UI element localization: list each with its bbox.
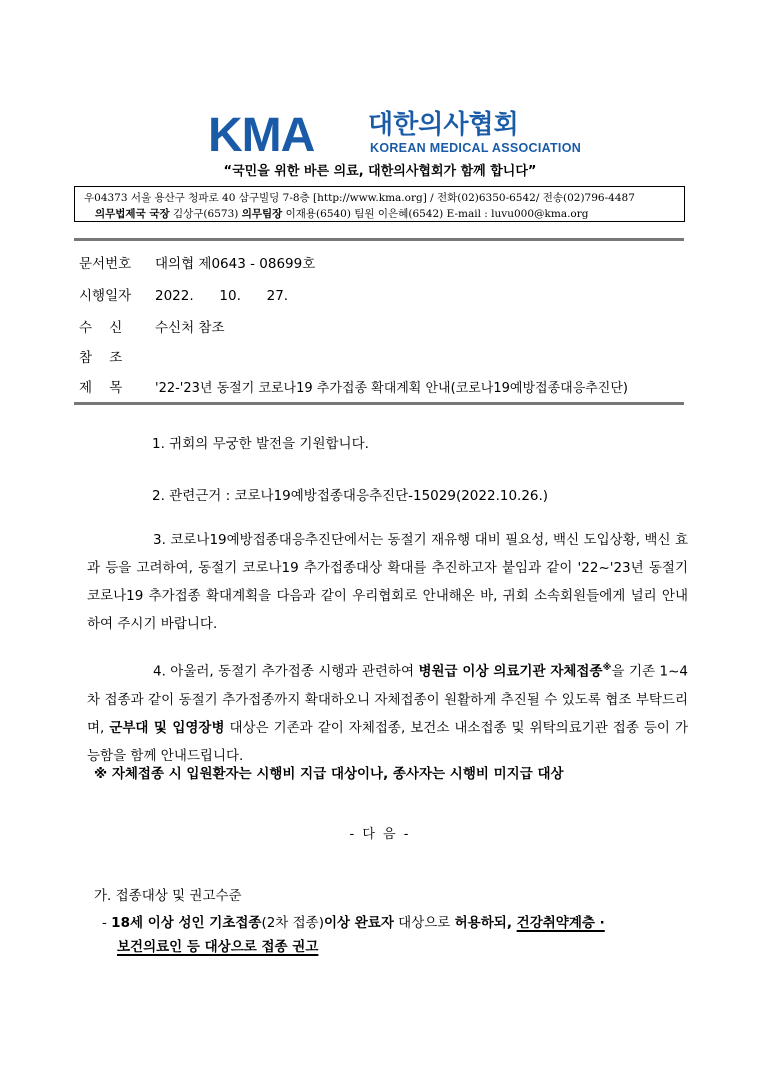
bullet-second-dose: (2차 접종) (261, 915, 324, 931)
recipient-label: 수 신 (79, 320, 123, 336)
self-vaccination-note: ※ 자체접종 시 입원환자는 시행비 지급 대상이나, 종사자는 시행비 미지급 대상 (94, 766, 564, 782)
bullet-comma: , (506, 915, 517, 931)
date-value: 2022. 10. 27. (155, 288, 289, 304)
subject-row (79, 376, 628, 396)
p4-intro: 4. 아울러, 동절기 추가접종 시행과 관련하여 (153, 663, 419, 680)
paragraph-4 (87, 654, 688, 770)
recipient-value: 수신처 참조 (155, 320, 225, 336)
bullet-completers: 이상 완료자 (323, 915, 394, 931)
slogan: “국민을 위한 바른 의료, 대한의사협회가 함께 합니다” (223, 164, 537, 179)
doc-number-row (79, 252, 315, 272)
kma-logo-mark: KMA (208, 109, 315, 162)
doc-number-label: 문서번호 (79, 256, 132, 272)
p4-hospital-emphasis: 병원급 이상 의료기관 자체접종 (418, 663, 603, 680)
following-marker: - 다 음 - (349, 827, 411, 842)
section-a-heading: 가. 접종대상 및 권고수준 (94, 888, 242, 904)
p4-middle: 을 기존 1~4차 접종과 같이 동절기 추가접종까지 확대하오니 자체접종이 원활하게 추진될 수 있도록 협조 부탁드리며, (87, 663, 689, 736)
header-bottom-rule (74, 402, 684, 405)
kma-logo-english: KOREAN MEDICAL ASSOCIATION (370, 141, 582, 155)
p4-military-emphasis: 군부대 및 입영장병 (109, 719, 225, 736)
paragraph-2: 2. 관련근거 : 코로나19예방접종대응추진단-15029(2022.10.26.) (152, 488, 549, 504)
section-a-bullet-line1 (102, 911, 605, 931)
recipient-row (79, 316, 225, 336)
team-label: 의무팀장 (241, 208, 283, 220)
dept-label: 의무법제국 국장 (95, 208, 170, 220)
subject-label: 제 목 (79, 380, 123, 396)
header-top-rule (74, 238, 684, 241)
p4-note-mark: ※ (602, 663, 612, 673)
kma-logo-korean: 대한의사협회 (368, 110, 519, 140)
p4-end: 대상은 기존과 같이 자체접종, 보건소 내소접종 및 위탁의료기관 접종 등이 가능함을 함께 안내드립니다. (87, 719, 689, 764)
bullet-target-text: 대상으로 (393, 915, 455, 931)
dept-value: 김상구(6573) (173, 208, 239, 220)
doc-number: 대의협 제0643 - 08699호 (155, 256, 316, 272)
paragraph-3: 3. 코로나19예방접종대응추진단에서는 동절기 재유행 대비 필요성, 백신 도입상황, 백신 효과 등을 고려하여, 동절기 코로나19 추가접종대상 확대를 추진하고자 붙임과 같이 '22~'23년 동절기 코로나19 추가접종 확대계획을 다음과 같이 우리협회로 안내해온 바, 귀회 소속회원들에게 널리 안내하여 주시기 바랍니다. (87, 532, 688, 632)
date-row (79, 284, 288, 304)
contact-staff (95, 206, 588, 221)
reference-label: 참 조 (79, 350, 123, 366)
date-label: 시행일자 (79, 288, 132, 304)
subject-value: '22-'23년 동절기 코로나19 추가접종 확대계획 안내(코로나19예방접종대응추진단) (155, 381, 628, 396)
contact-address: 우04373 서울 용산구 청파로 40 삼구빌딩 7-8층 [http://www.kma.org] / 전화(02)6350-6542/ 전송(02)796-4487 (84, 192, 635, 204)
paragraph-1: 1. 귀회의 무궁한 발전을 기원합니다. (152, 436, 369, 452)
bullet-healthcare-workers: 보건의료인 등 대상으로 접종 권고 (117, 939, 319, 955)
bullet-vulnerable-groups: 건강취약계층 · (516, 915, 605, 931)
team-value: 이재용(6540) 팀원 이은혜(6542) E-mail : luvu000@kma.org (285, 208, 589, 220)
section-a-bullet-line2 (117, 935, 318, 955)
bullet-allowed: 허용하되 (454, 915, 507, 931)
reference-row (79, 346, 155, 366)
bullet-adult-primary: 18세 이상 성인 기초접종 (111, 915, 262, 931)
bullet-dash: - (102, 915, 112, 931)
